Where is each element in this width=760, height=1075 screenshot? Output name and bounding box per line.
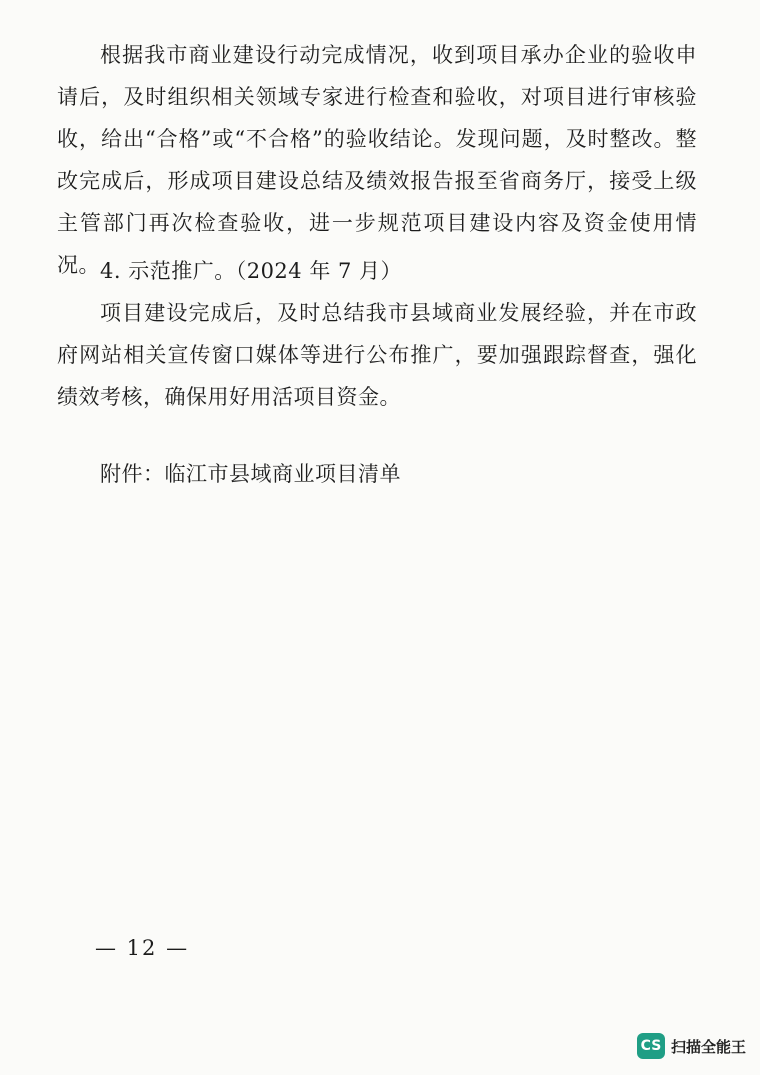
attachment-line: 附件：临江市县域商业项目清单 — [100, 462, 401, 486]
body-paragraph-promotion: 项目建设完成后，及时总结我市县域商业发展经验，并在市政府网站相关宣传窗口媒体等进行公布推广，要加强跟踪督查，强化绩效考核，确保用好用活项目资金。 — [57, 301, 697, 409]
page-number: — 12 — — [95, 936, 190, 960]
watermark-brand-text: 扫描全能王 — [670, 1037, 746, 1056]
body-paragraph-acceptance: 根据我市商业建设行动完成情况，收到项目承办企业的验收申请后，及时组织相关领域专家进行检查和验收，对项目进行审核验收，给出“合格”或“不合格”的验收结论。发现问题，及时整改。整改完成后，形成项目建设总结及绩效报告报至省商务厅，接受上级主管部门再次检查验收，进一步规范项目建设内容及资金使用情况。 — [57, 43, 697, 277]
scanner-watermark — [637, 1033, 746, 1059]
section-heading-demonstration: 4. 示范推广。（2024 年 7 月） — [100, 259, 403, 283]
camscanner-logo-icon: CS — [637, 1033, 665, 1059]
